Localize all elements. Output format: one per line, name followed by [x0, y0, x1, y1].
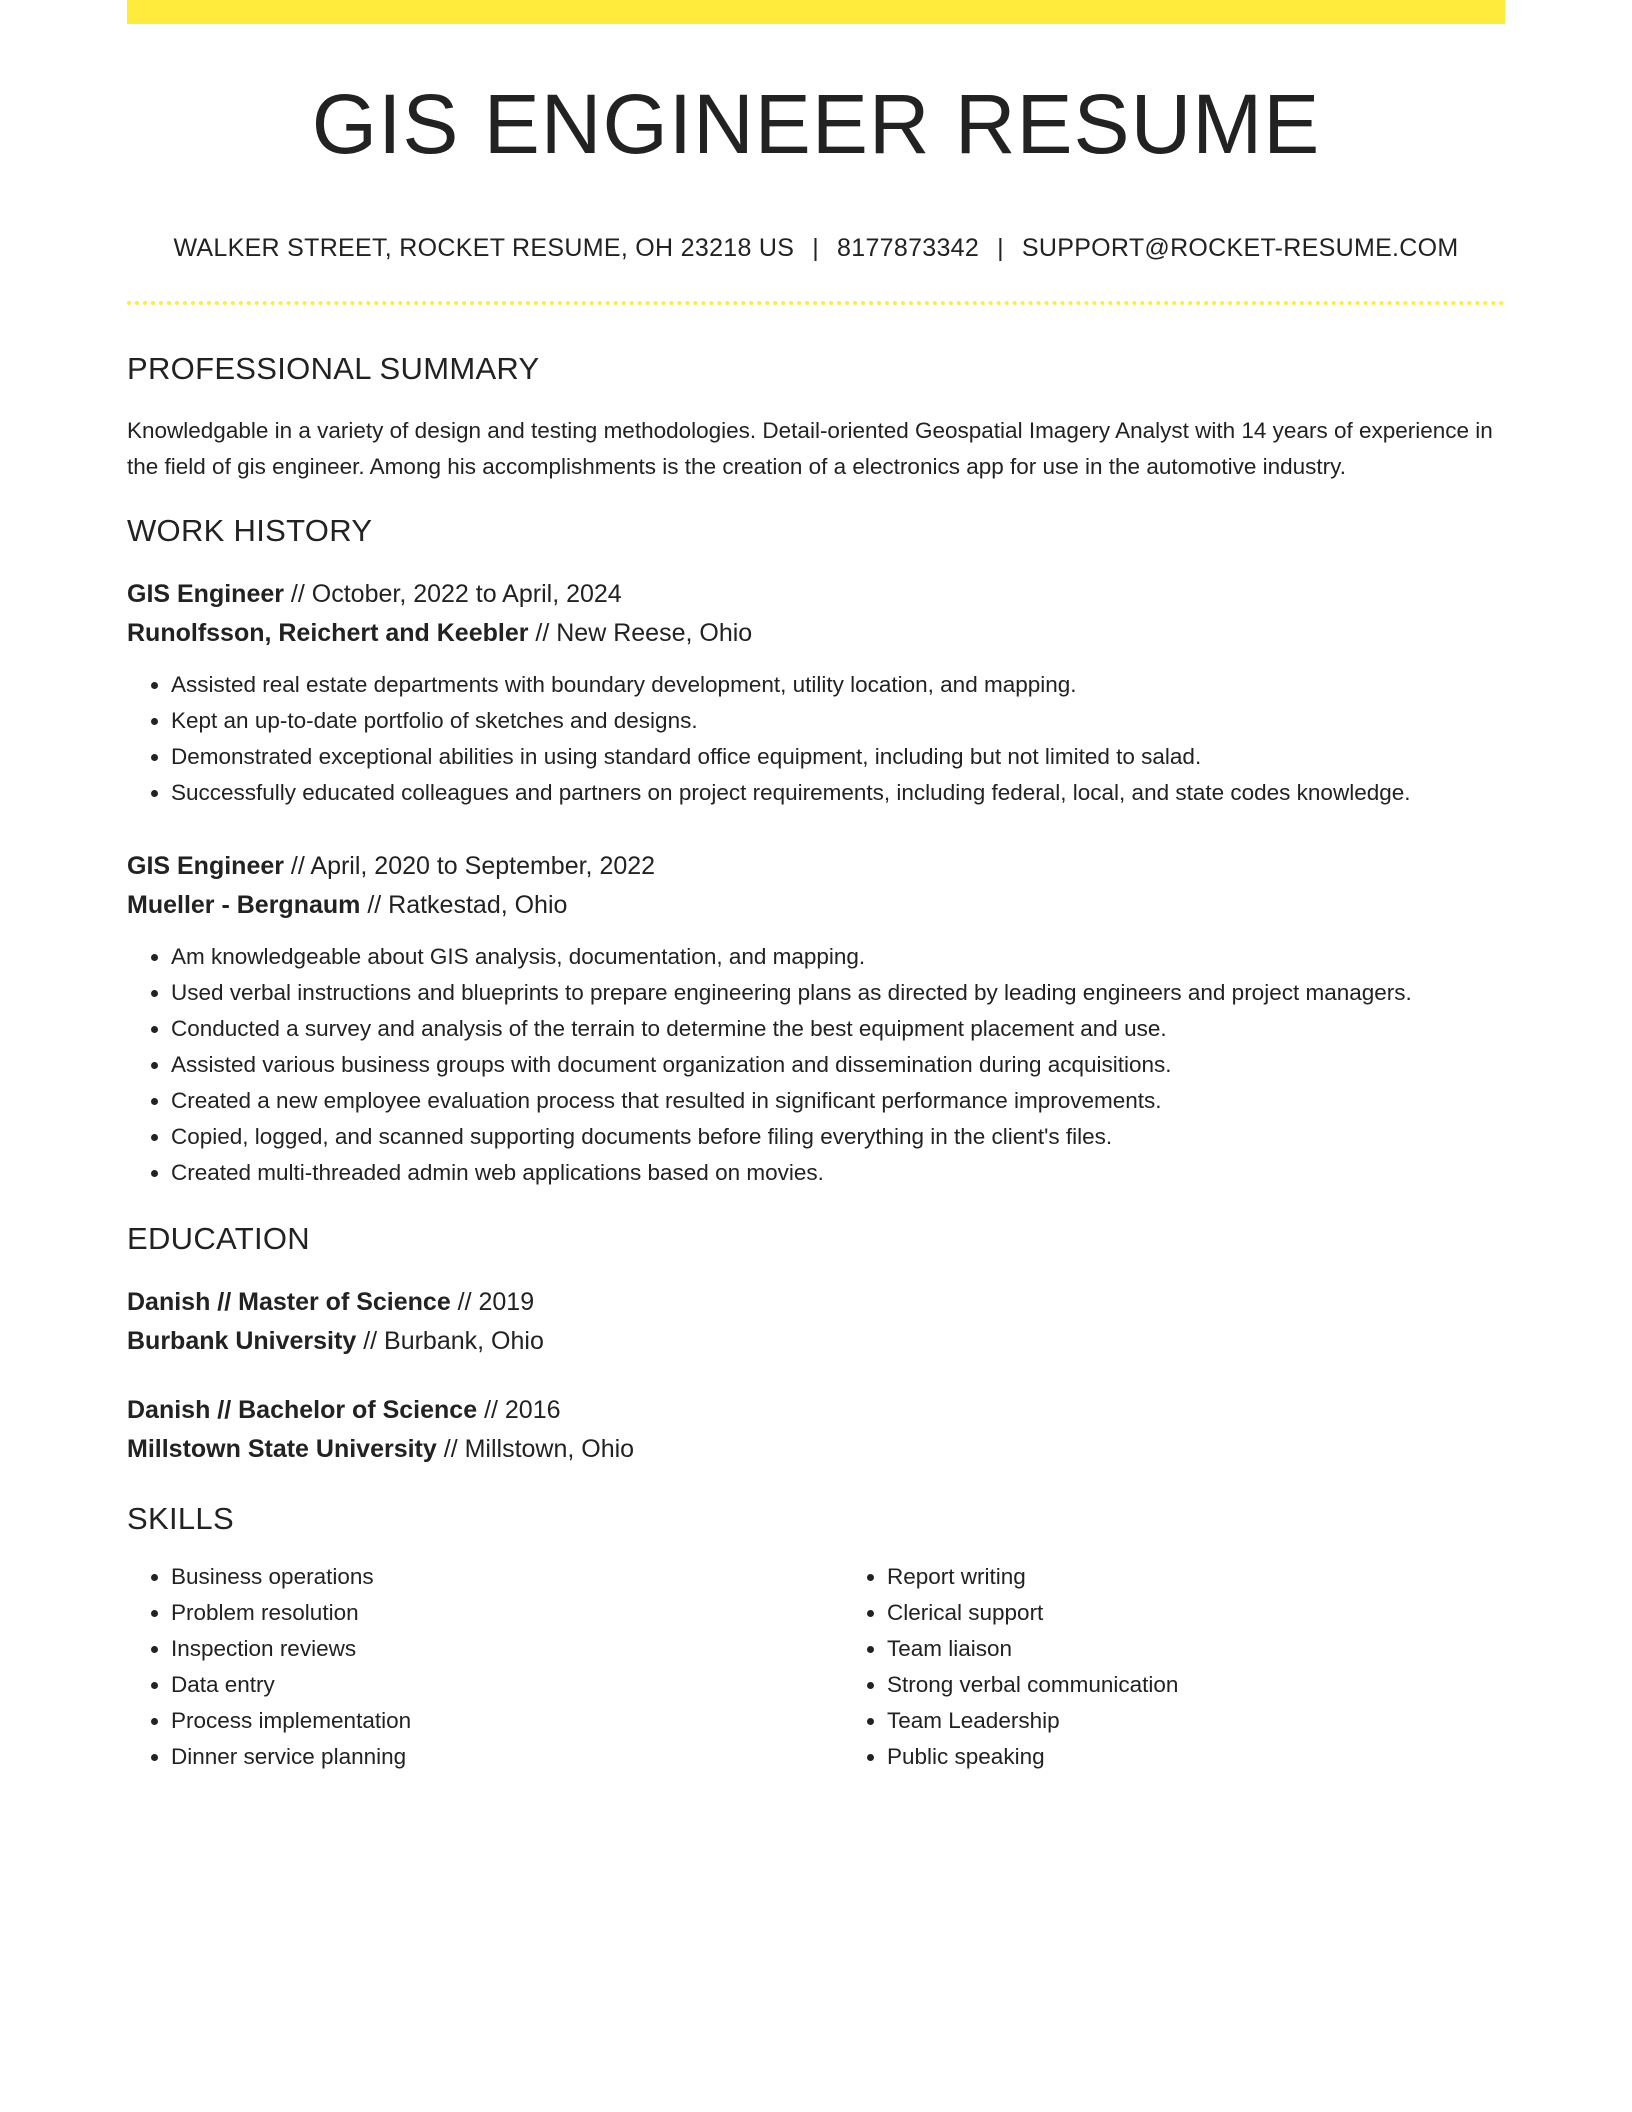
job-location: // Ratkestad, Ohio	[360, 891, 568, 919]
list-item: • Problem resolution	[171, 1595, 801, 1631]
list-item: • Strong verbal communication	[887, 1667, 1517, 1703]
job-company: Runolfsson, Reichert and Keebler	[127, 619, 529, 647]
list-item: • Copied, logged, and scanned supporting documents before filing everything in the client's files.	[171, 1119, 1505, 1155]
job-title-line	[127, 847, 1505, 886]
job-title-line	[127, 575, 1505, 614]
school-location: // Millstown, Ohio	[436, 1435, 635, 1463]
accent-bar	[127, 0, 1505, 24]
school: Millstown State University	[127, 1435, 437, 1463]
job-location: // New Reese, Ohio	[528, 619, 753, 647]
degree: Danish // Master of Science	[127, 1288, 451, 1316]
dotted-divider	[127, 301, 1505, 305]
skills-column-left	[127, 1559, 801, 1775]
list-item: • Inspection reviews	[171, 1631, 801, 1667]
list-item: • Created multi-threaded admin web applications based on movies.	[171, 1155, 1505, 1191]
job-title: GIS Engineer	[127, 852, 284, 880]
address: WALKER STREET, ROCKET RESUME, OH 23218 US	[173, 234, 795, 262]
list-item: • Created a new employee evaluation process that resulted in significant performance improvements.	[171, 1083, 1505, 1119]
list-item: • Successfully educated colleagues and partners on project requirements, including federal, local, and state codes knowledge.	[171, 775, 1505, 811]
list-item: • Clerical support	[887, 1595, 1517, 1631]
list-item: • Kept an up-to-date portfolio of sketches and designs.	[171, 703, 1505, 739]
contact-separator: |	[812, 234, 820, 262]
job-entry	[127, 847, 1505, 1191]
contact-line	[127, 234, 1505, 263]
job-title: GIS Engineer	[127, 580, 284, 608]
school-line	[127, 1430, 1505, 1469]
job-dates: // April, 2020 to September, 2022	[283, 852, 656, 880]
page-title: GIS ENGINEER RESUME	[311, 77, 1321, 171]
summary-heading: PROFESSIONAL SUMMARY	[127, 351, 540, 386]
school-line	[127, 1322, 1505, 1361]
list-item: • Used verbal instructions and blueprints to prepare engineering plans as directed by leading engineers and project managers.	[171, 975, 1505, 1011]
job-bullets	[127, 939, 1505, 1191]
summary-text: Knowledgable in a variety of design and testing methodologies. Detail-oriented Geospatial Imagery Analyst with 14 years of experience in the field of gis engineer. Among his accomplishments is the creation of a electronics app for use in the automotive industry.	[127, 418, 1493, 479]
degree-line	[127, 1391, 1505, 1430]
job-company-line	[127, 614, 1505, 653]
degree-line	[127, 1283, 1505, 1322]
school: Burbank University	[127, 1327, 357, 1355]
skills-list	[127, 1559, 1505, 1775]
job-entry	[127, 575, 1505, 811]
list-item: • Team Leadership	[887, 1703, 1517, 1739]
skills-heading: SKILLS	[127, 1501, 234, 1536]
email: SUPPORT@ROCKET-RESUME.COM	[1021, 234, 1459, 262]
education-entry	[127, 1283, 1505, 1361]
list-item: • Demonstrated exceptional abilities in using standard office equipment, including but not limited to salad.	[171, 739, 1505, 775]
list-item: • Team liaison	[887, 1631, 1517, 1667]
list-item: • Assisted various business groups with document organization and dissemination during acquisitions.	[171, 1047, 1505, 1083]
skills-column-right	[843, 1559, 1517, 1775]
list-item: • Dinner service planning	[171, 1739, 801, 1775]
contact-separator: |	[997, 234, 1004, 262]
resume-page	[127, 0, 1505, 1775]
list-item: • Public speaking	[887, 1739, 1517, 1775]
list-item: • Process implementation	[171, 1703, 801, 1739]
job-company: Mueller - Bergnaum	[127, 891, 361, 919]
list-item: • Am knowledgeable about GIS analysis, documentation, and mapping.	[171, 939, 1505, 975]
list-item: • Data entry	[171, 1667, 801, 1703]
school-location: // Burbank, Ohio	[356, 1327, 544, 1355]
job-dates: // October, 2022 to April, 2024	[283, 580, 622, 608]
degree-year: // 2016	[477, 1396, 561, 1424]
degree-year: // 2019	[450, 1288, 535, 1316]
list-item: • Assisted real estate departments with boundary development, utility location, and mapping.	[171, 667, 1505, 703]
list-item: • Business operations	[171, 1559, 801, 1595]
degree: Danish // Bachelor of Science	[127, 1396, 478, 1424]
job-company-line	[127, 886, 1505, 925]
work-history-heading: WORK HISTORY	[127, 513, 373, 548]
phone: 8177873342	[837, 234, 980, 262]
education-heading: EDUCATION	[127, 1221, 310, 1256]
list-item: • Conducted a survey and analysis of the terrain to determine the best equipment placement and use.	[171, 1011, 1505, 1047]
list-item: • Report writing	[887, 1559, 1517, 1595]
job-bullets	[127, 667, 1505, 811]
education-entry	[127, 1391, 1505, 1469]
